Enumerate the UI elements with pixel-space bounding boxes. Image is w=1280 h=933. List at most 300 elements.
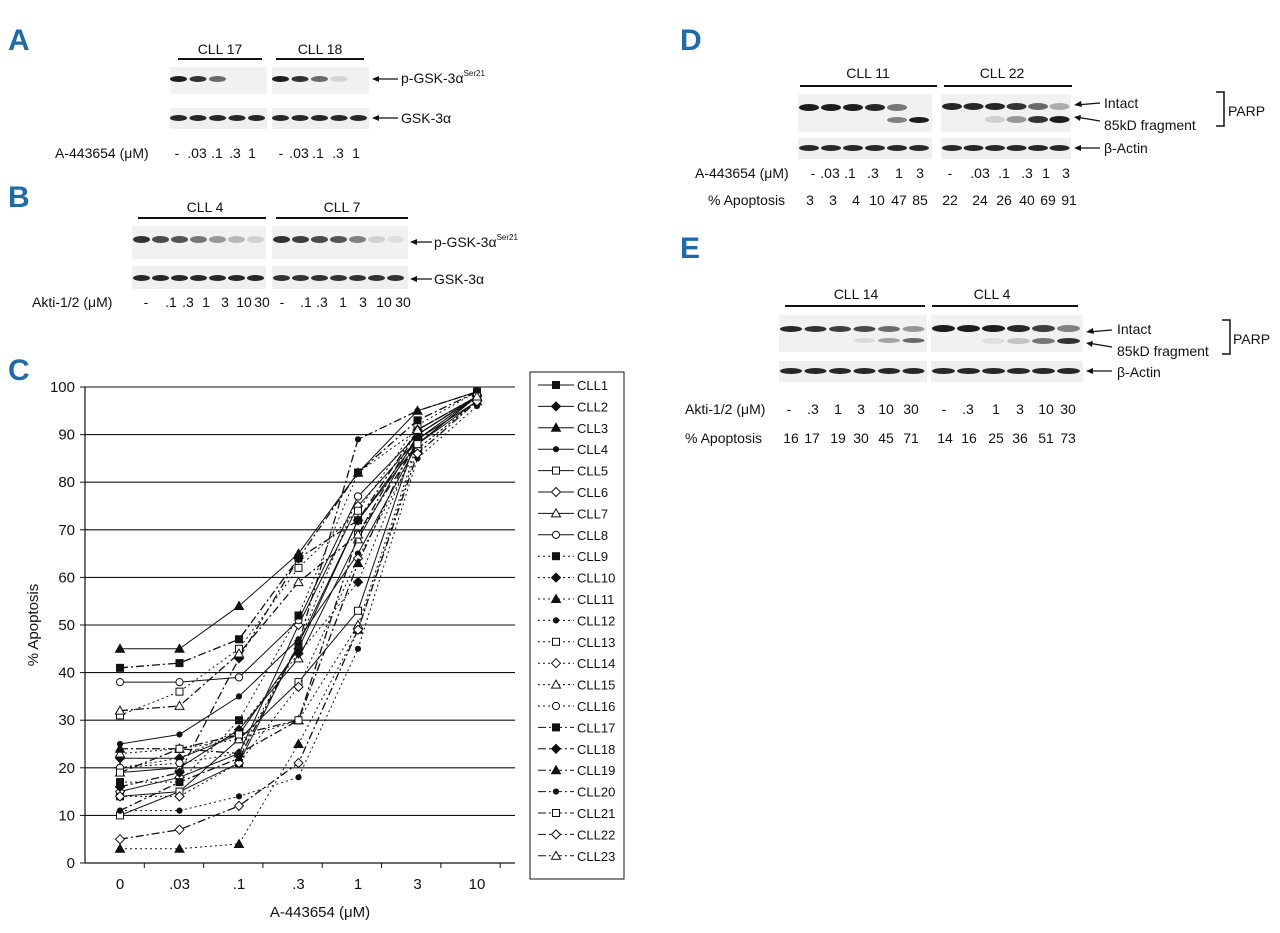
blot-band xyxy=(368,236,385,243)
blot-band xyxy=(1007,103,1027,110)
blot-band xyxy=(909,117,929,123)
y-tick-label: 80 xyxy=(58,474,75,492)
blot-band xyxy=(152,275,169,281)
legend-label: CLL7 xyxy=(577,506,609,522)
data-point xyxy=(354,493,361,500)
data-point xyxy=(235,839,244,847)
blot-band xyxy=(152,236,169,243)
apoptosis-value: 30 xyxy=(853,430,869,446)
blot-label: 85kD fragment xyxy=(1117,343,1209,359)
dose-value: .1 xyxy=(211,145,223,161)
apoptosis-value: 40 xyxy=(1019,192,1035,208)
blot-band xyxy=(171,236,188,243)
dose-value: .03 xyxy=(187,145,207,161)
y-axis-label: % Apoptosis xyxy=(25,583,42,667)
series-line xyxy=(120,397,477,787)
data-point xyxy=(236,731,243,738)
legend-label: CLL17 xyxy=(577,720,616,736)
blot-band xyxy=(272,76,289,82)
legend-label: CLL15 xyxy=(577,677,616,693)
legend-label: CLL2 xyxy=(577,399,609,415)
apoptosis-value: 71 xyxy=(903,430,919,446)
apoptosis-value: 24 xyxy=(972,192,988,208)
blot-band xyxy=(854,326,876,332)
series-CLL18 xyxy=(116,392,482,791)
blot-band xyxy=(170,76,187,82)
legend-label: CLL5 xyxy=(577,463,609,479)
data-point xyxy=(176,759,183,766)
dose-value: 3 xyxy=(857,401,865,417)
apoptosis-value: 36 xyxy=(1012,430,1028,446)
dose-value: 1 xyxy=(202,294,210,310)
blot-band xyxy=(878,368,900,374)
blot-band xyxy=(854,338,876,343)
panel-letter-b: B xyxy=(8,181,30,214)
dose-value: .1 xyxy=(165,294,177,310)
blot-label: Intact xyxy=(1117,321,1152,337)
blot-band xyxy=(1028,103,1048,110)
blot-band xyxy=(273,236,290,243)
blot-band xyxy=(1007,145,1027,151)
blot-strip xyxy=(779,315,927,352)
blot-band xyxy=(985,116,1005,123)
dose-value: 30 xyxy=(395,294,411,310)
blot-band xyxy=(331,76,348,82)
y-tick-label: 50 xyxy=(58,617,75,634)
dose-value: .3 xyxy=(229,145,241,161)
dose-value: .1 xyxy=(998,165,1010,181)
dose-value: 1 xyxy=(352,145,360,161)
apoptosis-value: 51 xyxy=(1038,430,1054,446)
blot-band xyxy=(349,275,366,281)
data-point xyxy=(294,759,303,768)
apoptosis-row xyxy=(806,192,1077,208)
blot-band xyxy=(982,325,1005,332)
data-point xyxy=(414,417,421,424)
blot-band xyxy=(209,236,226,243)
blot-band xyxy=(799,104,819,111)
y-tick-label: 30 xyxy=(58,712,75,730)
panel-c xyxy=(8,354,624,921)
blot-label: GSK-3α xyxy=(434,271,485,287)
dose-value: 3 xyxy=(1062,165,1070,181)
data-point xyxy=(176,688,183,695)
blot-label: Intact xyxy=(1104,95,1139,111)
dose-value: 1 xyxy=(992,401,1000,417)
data-point xyxy=(295,717,302,724)
blot-band xyxy=(292,236,309,243)
group-label: CLL 17 xyxy=(197,41,243,57)
blot-band xyxy=(932,325,955,332)
group-label: CLL 11 xyxy=(846,65,890,81)
blot-band xyxy=(209,115,226,121)
bracket-label: PARP xyxy=(1228,103,1266,119)
data-point xyxy=(236,694,241,699)
blot-label: GSK-3α xyxy=(401,110,452,126)
series-line xyxy=(120,397,477,754)
dose-value: 1 xyxy=(895,165,903,181)
blot-band xyxy=(1007,338,1030,344)
data-point xyxy=(177,779,182,784)
apoptosis-value: 3 xyxy=(806,192,814,208)
dose-value: 3 xyxy=(359,294,367,310)
blot-band xyxy=(1007,325,1030,332)
blot-band xyxy=(964,103,984,110)
blot-band xyxy=(209,76,226,82)
blot-band xyxy=(854,368,876,374)
blot-band xyxy=(272,115,289,121)
blot-band xyxy=(209,275,226,281)
blot-band xyxy=(1050,116,1070,123)
blot-band xyxy=(273,275,290,281)
dose-value: 3 xyxy=(1016,401,1024,417)
dose-value: .3 xyxy=(332,145,344,161)
blot-band xyxy=(1028,145,1048,151)
dose-value: - xyxy=(143,294,149,310)
series-CLL5 xyxy=(117,393,481,819)
panel-letter-e: E xyxy=(680,232,701,265)
blot-band xyxy=(292,275,309,281)
legend-label: CLL23 xyxy=(577,848,616,864)
data-point xyxy=(235,674,242,681)
panel-letter-d: D xyxy=(680,24,702,57)
data-point xyxy=(355,646,360,651)
blot-band xyxy=(311,236,328,243)
dose-value: 30 xyxy=(903,401,919,417)
x-tick-label: .03 xyxy=(169,876,190,893)
dose-value: .3 xyxy=(1021,165,1033,181)
dose-row xyxy=(811,165,1070,181)
data-point xyxy=(236,717,243,724)
dose-value: 3 xyxy=(916,165,924,181)
data-point xyxy=(235,801,244,810)
dose-value: .3 xyxy=(962,401,974,417)
apoptosis-value: 4 xyxy=(852,192,860,208)
data-point xyxy=(117,769,124,776)
dose-value: .3 xyxy=(316,294,328,310)
series-line xyxy=(120,401,477,791)
blot-band xyxy=(190,236,207,243)
data-point xyxy=(355,469,362,476)
panel-letter-a: A xyxy=(8,24,30,57)
legend-marker xyxy=(553,553,560,560)
legend-label: CLL22 xyxy=(577,827,616,843)
blot-band xyxy=(311,115,328,121)
blot-band xyxy=(1032,325,1055,332)
legend-label: CLL20 xyxy=(577,784,616,800)
data-point xyxy=(175,825,184,834)
apoptosis-row xyxy=(783,430,1076,446)
blot-band xyxy=(982,368,1005,374)
blot-band xyxy=(1050,145,1070,151)
legend-marker xyxy=(553,382,560,389)
data-point xyxy=(355,507,362,514)
data-point xyxy=(176,745,183,752)
legend-label: CLL18 xyxy=(577,741,616,757)
data-point xyxy=(414,441,421,448)
data-point xyxy=(236,794,241,799)
data-point xyxy=(177,808,182,813)
y-tick-label: 60 xyxy=(58,569,75,587)
dose-value: .03 xyxy=(970,165,990,181)
legend-label: CLL6 xyxy=(577,485,609,500)
dose-value: 30 xyxy=(1060,401,1076,417)
data-point xyxy=(117,808,122,813)
blot-band xyxy=(903,368,925,374)
group-label: CLL 4 xyxy=(186,199,224,215)
dose-label: Akti-1/2 (μM) xyxy=(685,401,766,417)
blot-band xyxy=(387,275,404,281)
dose-value: .03 xyxy=(289,145,309,161)
dose-value: 10 xyxy=(1038,401,1054,417)
blot-band xyxy=(909,145,929,151)
y-tick-label: 90 xyxy=(58,426,75,444)
blot-band xyxy=(843,145,863,151)
blot-band xyxy=(799,145,819,151)
dose-value: - xyxy=(941,401,947,417)
panel-e xyxy=(680,232,1270,446)
blot-band xyxy=(887,145,907,151)
series-CLL15 xyxy=(116,392,482,757)
blot-band xyxy=(821,145,841,151)
apoptosis-value: 17 xyxy=(804,430,820,446)
apoptosis-value: 16 xyxy=(783,430,799,446)
blot-band xyxy=(171,275,188,281)
blot-band xyxy=(133,236,150,243)
data-point xyxy=(176,660,183,667)
series-line xyxy=(120,397,477,816)
blot-band xyxy=(330,275,347,281)
x-tick-label: 0 xyxy=(115,876,125,893)
dose-value: .3 xyxy=(182,294,194,310)
legend-label: CLL1 xyxy=(577,378,609,393)
blot-band xyxy=(887,117,907,123)
blot-band xyxy=(248,115,265,121)
blot-band xyxy=(865,145,885,151)
legend-marker xyxy=(552,702,559,709)
dose-value: 10 xyxy=(376,294,392,310)
legend-label: CLL19 xyxy=(577,763,616,779)
dose-value: 1 xyxy=(339,294,347,310)
y-tick-label: 10 xyxy=(58,807,75,825)
dose-value: 10 xyxy=(878,401,894,417)
blot-label: β-Actin xyxy=(1104,140,1148,156)
blot-band xyxy=(985,103,1005,110)
legend-marker xyxy=(553,724,560,731)
series-line xyxy=(120,406,477,811)
dose-value: - xyxy=(810,165,816,181)
blot-band xyxy=(982,338,1005,344)
apoptosis-value: 85 xyxy=(912,192,928,208)
blot-band xyxy=(957,368,980,374)
data-point xyxy=(116,679,123,686)
blot-band xyxy=(1028,116,1048,123)
apoptosis-value: 91 xyxy=(1061,192,1077,208)
legend-label: CLL14 xyxy=(577,656,616,672)
blot-band xyxy=(247,275,264,281)
data-point xyxy=(176,679,183,686)
y-tick-label: 20 xyxy=(58,759,75,777)
blot-band xyxy=(821,104,841,111)
panel-d xyxy=(680,24,1265,208)
data-point xyxy=(296,641,301,646)
y-tick-label: 40 xyxy=(58,664,75,682)
data-point xyxy=(294,740,303,748)
apoptosis-value: 16 xyxy=(961,430,977,446)
series-CLL9 xyxy=(117,393,481,786)
dose-value: 30 xyxy=(254,294,270,310)
dose-value: .03 xyxy=(820,165,840,181)
data-point xyxy=(355,437,360,442)
x-tick-label: 1 xyxy=(353,876,363,893)
dose-row xyxy=(787,401,1076,417)
apoptosis-value: 19 xyxy=(830,430,846,446)
blot-band xyxy=(1007,368,1030,374)
dose-label: A-443654 (μM) xyxy=(55,145,149,161)
blot-band xyxy=(805,326,827,332)
legend-marker xyxy=(552,531,559,538)
blot-band xyxy=(387,236,404,243)
data-point xyxy=(236,636,243,643)
dose-value: - xyxy=(174,145,180,161)
blot-band xyxy=(957,325,980,332)
apoptosis-value: 14 xyxy=(937,430,953,446)
data-point xyxy=(117,664,124,671)
dose-value: .1 xyxy=(844,165,856,181)
series-line xyxy=(120,401,477,796)
dose-value: .1 xyxy=(312,145,324,161)
dose-row xyxy=(175,145,360,161)
apoptosis-value: 25 xyxy=(988,430,1004,446)
blot-band xyxy=(942,103,962,110)
legend-label: CLL4 xyxy=(577,442,609,458)
blot-band xyxy=(229,115,246,121)
blot-band xyxy=(829,368,851,374)
blot-band xyxy=(843,104,863,111)
legend-marker xyxy=(553,467,560,474)
x-tick-label: 3 xyxy=(413,876,422,893)
data-point xyxy=(116,844,125,852)
blot-band xyxy=(780,326,802,332)
blot-band xyxy=(1007,116,1027,123)
group-label: CLL 14 xyxy=(833,286,879,302)
line-chart xyxy=(25,372,624,921)
legend-label: CLL16 xyxy=(577,699,616,714)
apoptosis-value: 47 xyxy=(891,192,907,208)
dose-value: .3 xyxy=(867,165,879,181)
apoptosis-value: 73 xyxy=(1060,430,1076,446)
apoptosis-value: 10 xyxy=(869,192,885,208)
dose-row xyxy=(144,294,411,310)
blot-band xyxy=(1057,325,1080,332)
y-tick-label: 100 xyxy=(49,379,75,396)
blot-band xyxy=(932,368,955,374)
dose-value: 3 xyxy=(221,294,229,310)
legend xyxy=(530,372,624,879)
legend-label: CLL12 xyxy=(577,613,616,629)
blot-band xyxy=(190,115,207,121)
apoptosis-label: % Apoptosis xyxy=(685,430,763,446)
apoptosis-value: 69 xyxy=(1040,192,1056,208)
dose-value: .3 xyxy=(807,401,819,417)
legend-label: CLL10 xyxy=(577,570,616,586)
blot-band xyxy=(311,275,328,281)
blot-label: 85kD fragment xyxy=(1104,117,1196,133)
apoptosis-value: 3 xyxy=(829,192,837,208)
blot-strip xyxy=(931,315,1083,352)
blot-band xyxy=(1032,368,1055,374)
blot-band xyxy=(190,76,207,82)
group-label: CLL 18 xyxy=(297,41,343,57)
data-point xyxy=(295,612,302,619)
blot-band xyxy=(964,145,984,151)
data-point xyxy=(236,756,241,761)
data-point xyxy=(355,607,362,614)
blot-band xyxy=(878,338,900,343)
series-line xyxy=(120,397,477,783)
apoptosis-value: 45 xyxy=(878,430,894,446)
x-tick-label: 10 xyxy=(468,876,486,893)
panel-b xyxy=(8,181,518,310)
legend-marker xyxy=(553,789,558,794)
blot-label: β-Actin xyxy=(1117,364,1161,380)
data-point xyxy=(295,564,302,571)
blot-band xyxy=(1057,368,1080,374)
blot-band xyxy=(133,275,150,281)
legend-label: CLL13 xyxy=(577,634,616,650)
dose-value: 1 xyxy=(1042,165,1050,181)
blot-band xyxy=(903,326,925,332)
blot-band xyxy=(985,145,1005,151)
bracket-label: PARP xyxy=(1233,331,1271,347)
legend-label: CLL21 xyxy=(577,806,616,821)
data-point xyxy=(415,408,420,413)
blot-label: $p-GSK-3\alpha^{Ser21}$ xyxy=(401,69,485,86)
dose-value: - xyxy=(279,294,285,310)
dose-value: - xyxy=(786,401,792,417)
legend-marker xyxy=(553,810,560,817)
legend-label: CLL9 xyxy=(577,549,609,565)
dose-value: - xyxy=(278,145,284,161)
dose-value: 10 xyxy=(236,294,252,310)
blot-band xyxy=(311,76,328,82)
group-label: CLL 22 xyxy=(979,65,1025,81)
apoptosis-value: 22 xyxy=(942,192,958,208)
group-label: CLL 4 xyxy=(973,286,1011,302)
blot-band xyxy=(1057,338,1080,344)
x-tick-label: .3 xyxy=(292,876,305,893)
blot-band xyxy=(942,145,962,151)
series-line xyxy=(120,397,477,754)
blot-band xyxy=(903,338,925,343)
blot-band xyxy=(1050,103,1070,110)
data-point xyxy=(116,835,125,844)
blot-band xyxy=(878,326,900,332)
blot-strip xyxy=(941,94,1071,132)
legend-marker xyxy=(553,638,560,645)
group-label: CLL 7 xyxy=(323,199,361,215)
blot-band xyxy=(887,104,907,111)
blot-band xyxy=(829,326,851,332)
panel-a xyxy=(8,24,485,161)
blot-band xyxy=(331,115,348,121)
blot-label: $p-GSK-3\alpha^{Ser21}$ xyxy=(434,233,518,250)
dose-value: 1 xyxy=(248,145,256,161)
dose-label: A-443654 (μM) xyxy=(695,165,789,181)
legend-marker xyxy=(553,447,558,452)
series-line xyxy=(120,401,477,796)
blot-band xyxy=(350,115,367,121)
